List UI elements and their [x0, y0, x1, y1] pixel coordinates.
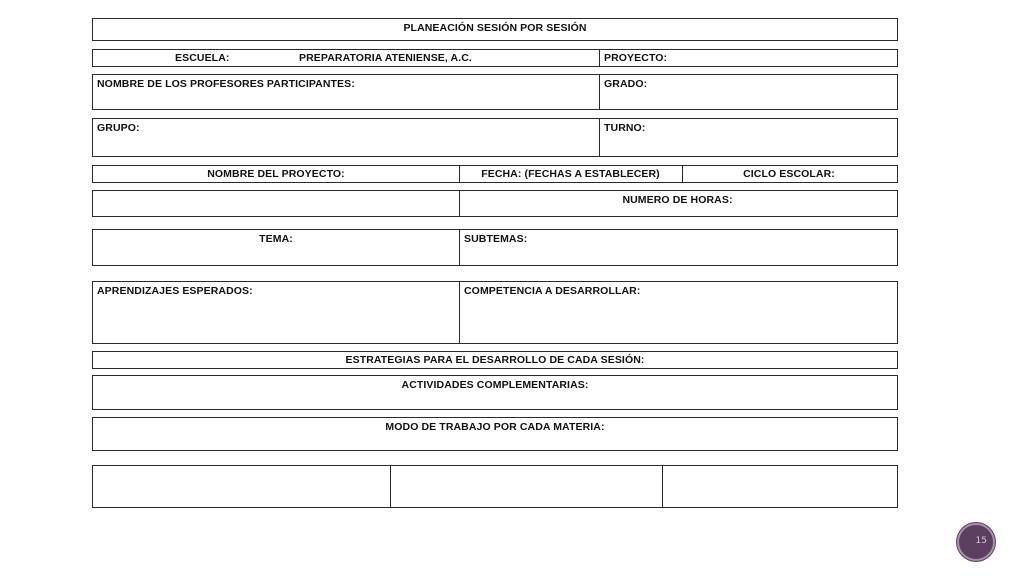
estrategias-label: ESTRATEGIAS PARA EL DESARROLLO DE CADA SESIÓN:: [345, 354, 645, 366]
title-box: [92, 18, 898, 41]
divider: [390, 466, 391, 507]
numero-horas-label: NUMERO DE HORAS:: [622, 194, 733, 206]
nombre-proyecto-label: NOMBRE DEL PROYECTO:: [207, 168, 345, 180]
page-number-badge: [957, 523, 995, 561]
page-number: 15: [975, 536, 987, 546]
page-title: PLANEACIÓN SESIÓN POR SESIÓN: [403, 22, 587, 34]
estrategias-row: [92, 351, 898, 369]
group-row: [92, 118, 898, 157]
topic-row: [92, 229, 898, 266]
hours-row: [92, 190, 898, 217]
school-row: [92, 49, 898, 67]
actividades-label: ACTIVIDADES COMPLEMENTARIAS:: [401, 379, 589, 391]
project-row: [92, 165, 898, 183]
escuela-label: ESCUELA:: [175, 52, 230, 64]
grupo-label: GRUPO:: [97, 122, 140, 134]
turno-label: TURNO:: [604, 122, 646, 134]
aprendizajes-label: APRENDIZAJES ESPERADOS:: [97, 285, 253, 297]
tema-label: TEMA:: [259, 233, 293, 245]
teachers-row: [92, 74, 898, 110]
modo-trabajo-label: MODO DE TRABAJO POR CADA MATERIA:: [385, 421, 605, 433]
escuela-value: PREPARATORIA ATENIENSE, A.C.: [299, 52, 472, 64]
fecha-label: FECHA: (FECHAS A ESTABLECER): [481, 168, 660, 180]
learning-row: [92, 281, 898, 344]
proyecto-label: PROYECTO:: [604, 52, 668, 64]
divider: [662, 466, 663, 507]
subtemas-label: SUBTEMAS:: [464, 233, 528, 245]
competencia-label: COMPETENCIA A DESARROLLAR:: [464, 285, 641, 297]
modo-trabajo-row: [92, 417, 898, 451]
profesores-label: NOMBRE DE LOS PROFESORES PARTICIPANTES:: [97, 78, 355, 90]
bottom-row: [92, 465, 898, 508]
ciclo-escolar-label: CICLO ESCOLAR:: [743, 168, 835, 180]
grado-label: GRADO:: [604, 78, 648, 90]
actividades-row: [92, 375, 898, 410]
